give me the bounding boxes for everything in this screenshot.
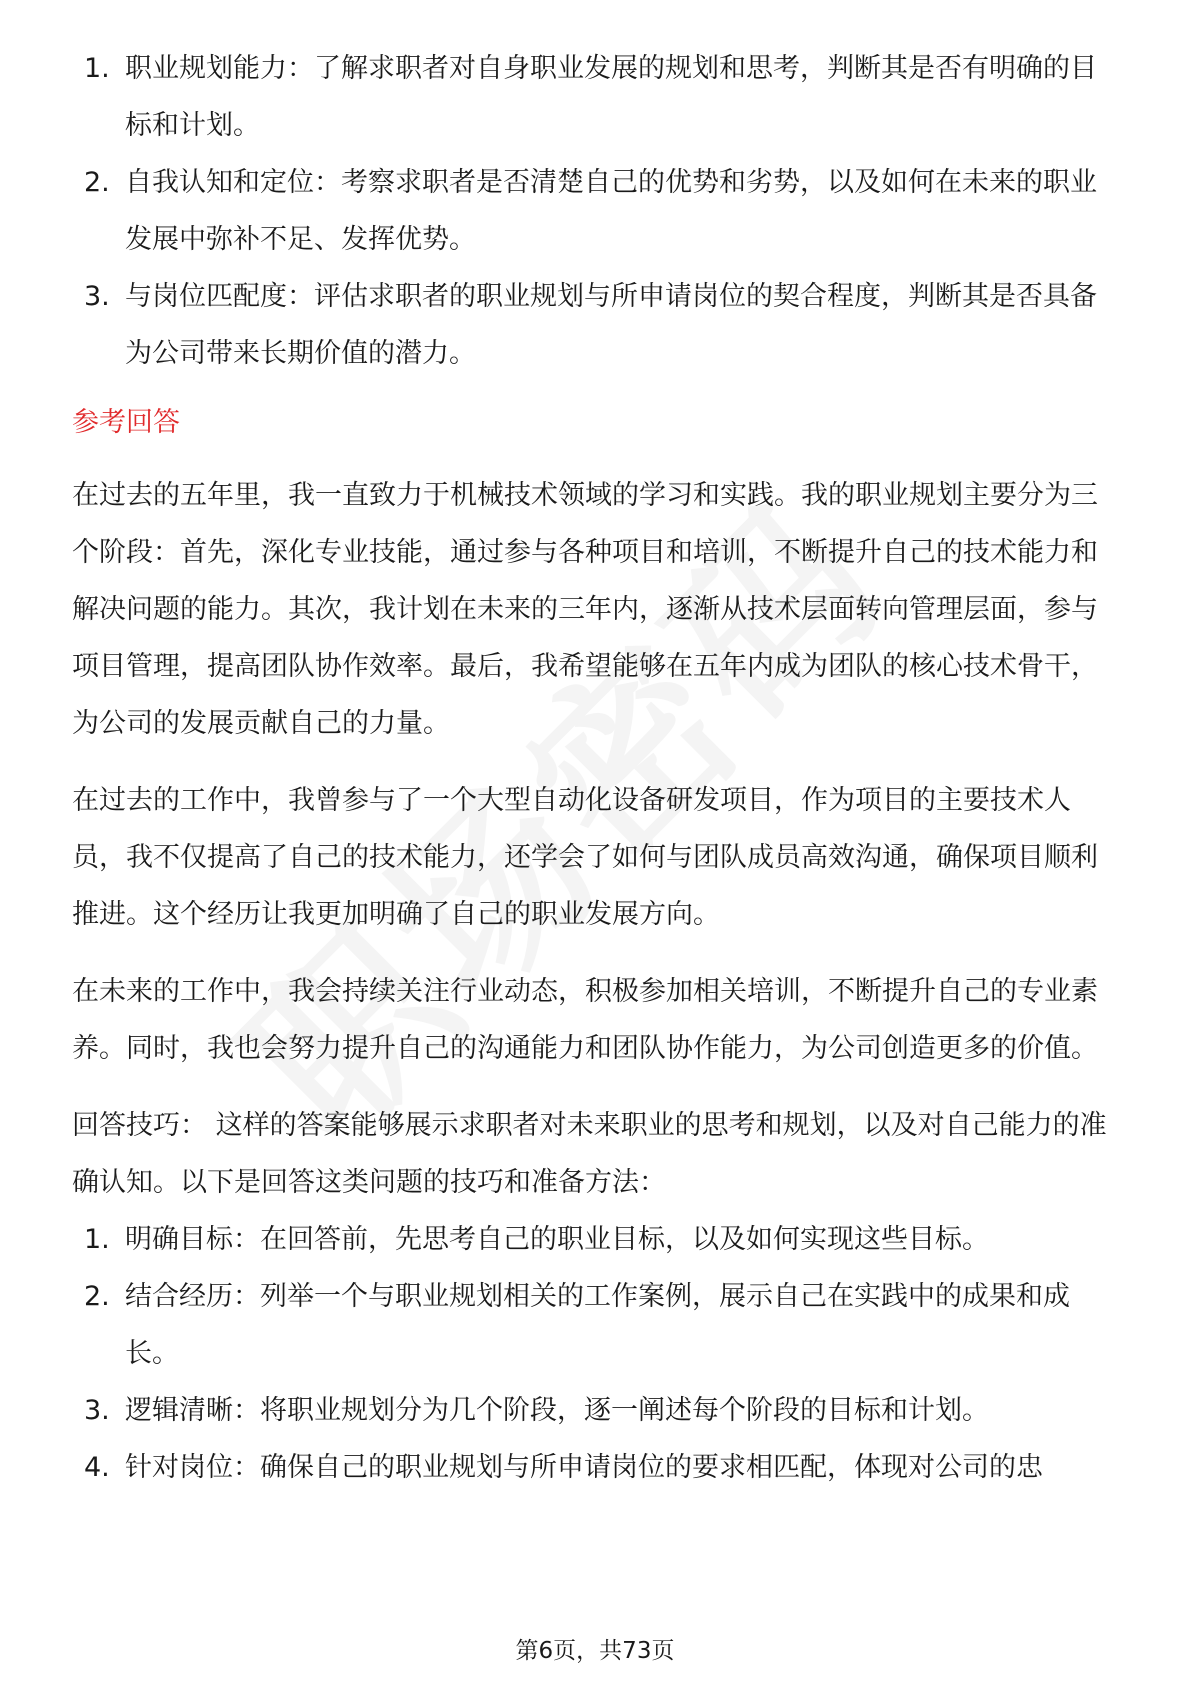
list-number: 3. [84, 1395, 110, 1426]
list-number: 4. [84, 1452, 110, 1483]
list-number: 1. [84, 53, 110, 84]
list-number: 2. [84, 167, 110, 198]
list-text: 自我认知和定位：考察求职者是否清楚自己的优势和劣势，以及如何在未来的职业发展中弥补不足、发挥优势。 [125, 167, 1097, 255]
list-item [72, 40, 1122, 154]
list-item [72, 1211, 1122, 1268]
list-text: 针对岗位：确保自己的职业规划与所申请岗位的要求相匹配，体现对公司的忠 [125, 1452, 1043, 1483]
list-item [72, 1268, 1122, 1382]
list-item [72, 268, 1122, 382]
list-item [72, 1382, 1122, 1439]
list-text: 逻辑清晰：将职业规划分为几个阶段，逐一阐述每个阶段的目标和计划。 [125, 1395, 989, 1426]
reference-answer-heading: 参考回答 [72, 407, 180, 438]
list-text: 与岗位匹配度：评估求职者的职业规划与所申请岗位的契合程度，判断其是否具备为公司带来长期价值的潜力。 [125, 281, 1097, 369]
answer-paragraph: 在过去的工作中，我曾参与了一个大型自动化设备研发项目，作为项目的主要技术人员，我不仅提高了自己的技术能力，还学会了如何与团队成员高效沟通，确保项目顺利推进。这个经历让我更加明确了自己的职业发展方向。 [72, 785, 1098, 930]
criteria-list [72, 40, 1122, 382]
answer-paragraph: 在过去的五年里，我一直致力于机械技术领域的学习和实践。我的职业规划主要分为三个阶段：首先，深化专业技能，通过参与各种项目和培训，不断提升自己的技术能力和解决问题的能力。其次，我计划在未来的三年内，逐渐从技术层面转向管理层面，参与项目管理，提高团队协作效率。最后，我希望能够在五年内成为团队的核心技术骨干，为公司的发展贡献自己的力量。 [72, 480, 1098, 739]
answer-tips-paragraph: 回答技巧： 这样的答案能够展示求职者对未来职业的思考和规划，以及对自己能力的准确认知。以下是回答这类问题的技巧和准备方法： [72, 1110, 1107, 1198]
list-number: 3. [84, 281, 110, 312]
list-text: 结合经历：列举一个与职业规划相关的工作案例，展示自己在实践中的成果和成长。 [125, 1281, 1070, 1369]
page-footer: 第6页，共73页 [515, 1638, 675, 1664]
list-number: 1. [84, 1224, 110, 1255]
list-item [72, 154, 1122, 268]
list-text: 职业规划能力：了解求职者对自身职业发展的规划和思考，判断其是否有明确的目标和计划。 [125, 53, 1097, 141]
list-text: 明确目标：在回答前，先思考自己的职业目标，以及如何实现这些目标。 [125, 1224, 989, 1255]
tips-list [72, 1211, 1122, 1496]
answer-paragraph: 在未来的工作中，我会持续关注行业动态，积极参加相关培训，不断提升自己的专业素养。同时，我也会努力提升自己的沟通能力和团队协作能力，为公司创造更多的价值。 [72, 976, 1098, 1064]
document-body [72, 40, 1122, 1496]
list-number: 2. [84, 1281, 110, 1312]
list-item [72, 1439, 1122, 1496]
